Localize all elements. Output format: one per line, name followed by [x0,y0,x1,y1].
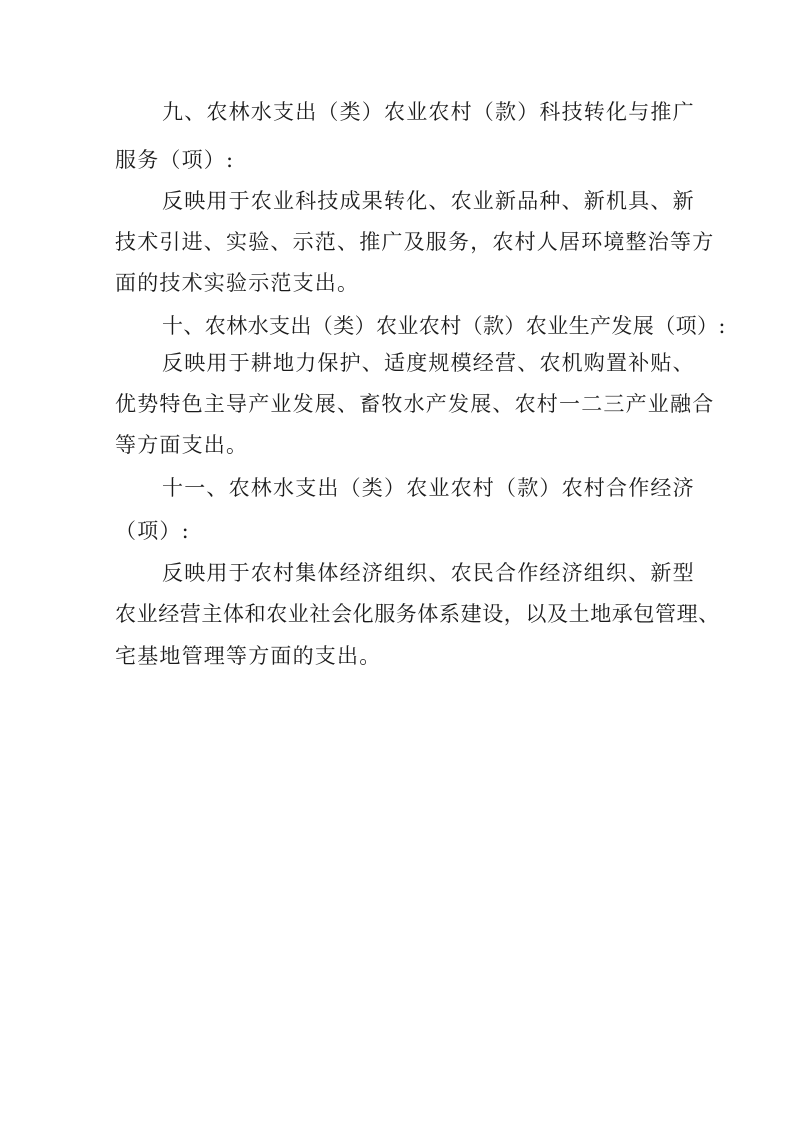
section-9-body-line: 反映用于农业科技成果转化、农业新品种、新机具、新 [162,189,695,213]
section-11-heading: 十一、农林水支出（类）农业农村（款）农村合作经济 [162,476,695,500]
section-10-body-line: 等方面支出。 [115,433,249,457]
section-11-heading-cont: （项）: [115,519,190,543]
section-9-heading: 九、农林水支出（类）农业农村（款）科技转化与推广 [162,100,695,124]
section-9-body-line: 面的技术实验示范支出。 [115,271,360,295]
section-11-body-line: 宅基地管理等方面的支出。 [115,644,382,668]
section-10-body-line: 反映用于耕地力保护、适度规模经营、农机购置补贴、 [162,351,695,375]
section-9-heading-cont: 服务（项）: [115,148,235,172]
section-9-body-line: 技术引进、实验、示范、推广及服务，农村人居环境整治等方 [115,230,715,254]
section-11-body-line: 反映用于农村集体经济组织、农民合作经济组织、新型 [162,561,695,585]
section-11-body-line: 农业经营主体和农业社会化服务体系建设，以及土地承包管理、 [115,602,720,626]
section-10-heading: 十、农林水支出（类）农业农村（款）农业生产发展（项）: [162,314,726,338]
section-10-body-line: 优势特色主导产业发展、畜牧水产发展、农村一二三产业融合 [115,392,715,416]
